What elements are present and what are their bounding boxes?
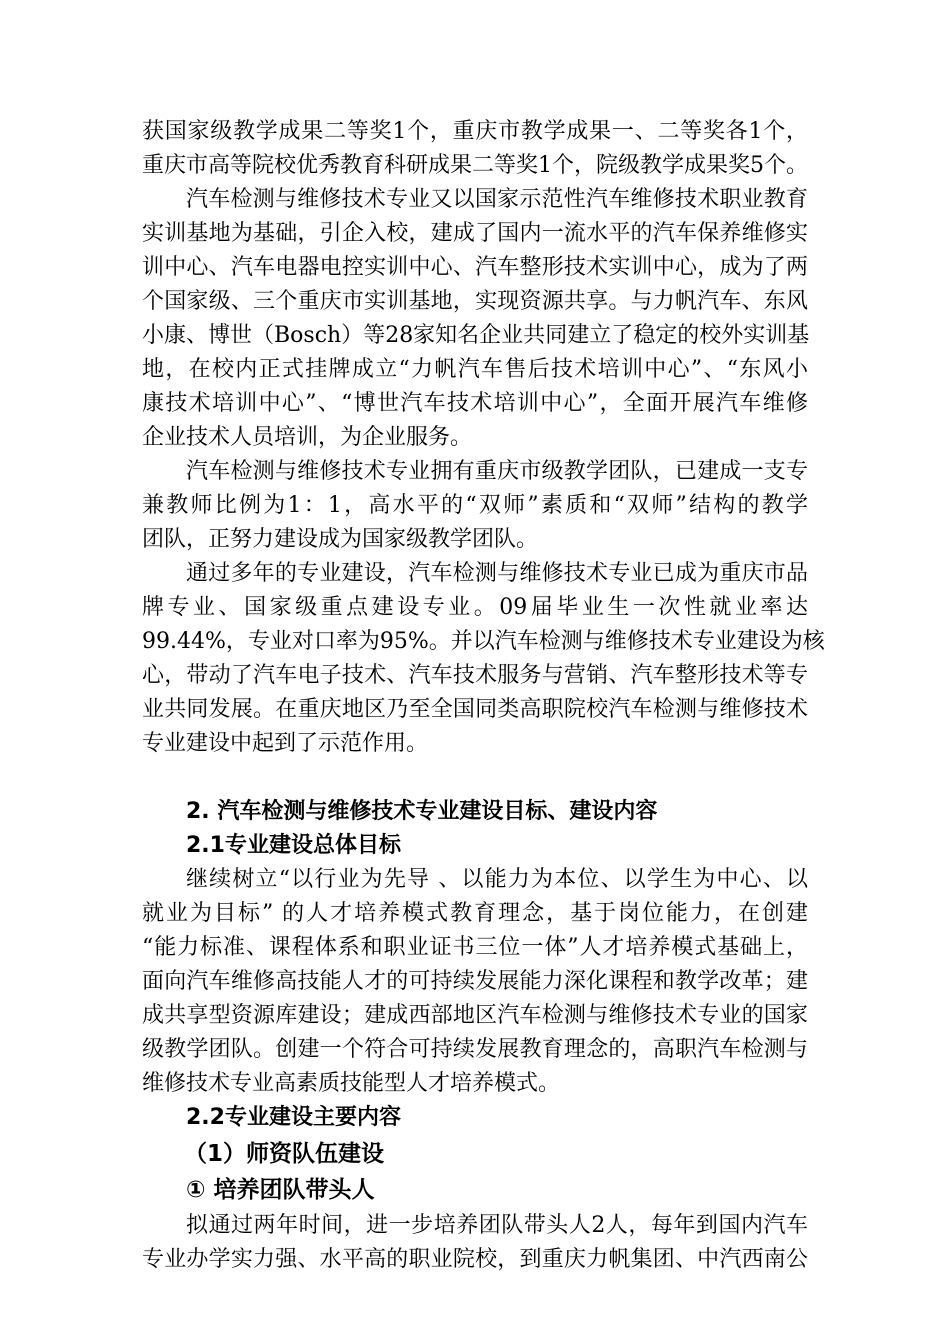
- section-2-heading: 2. 汽车检测与维修技术专业建设目标、建设内容: [186, 799, 658, 824]
- paragraph-3-line-1: 汽车检测与维修技术专业拥有重庆市级教学团队，已建成一支专: [186, 459, 808, 484]
- subsection-2-1-line-6: 级教学团队。创建一个符合可持续发展教育理念的，高职汽车检测与: [142, 1037, 808, 1062]
- paragraph-4-line-5: 业共同发展。在重庆地区乃至全国同类高职院校汽车检测与维修技术: [142, 697, 808, 722]
- subsection-2-1-line-3: “能力标准、课程体系和职业证书三位一体”人才培养模式基础上，: [142, 935, 808, 960]
- subitem-1-heading: ① 培养团队带头人: [186, 1177, 375, 1203]
- paragraph-4-line-2: 牌专业、国家级重点建设专业。09届毕业生一次性就业率达: [142, 595, 808, 620]
- paragraph-2-line-5: 小康、博世（Bosch）等28家知名企业共同建立了稳定的校外实训基: [142, 323, 810, 348]
- paragraph-3-line-2: 兼教师比例为1：1，高水平的“双师”素质和“双师”结构的教学: [142, 493, 808, 518]
- subsection-2-2-line-1: 拟通过两年时间，进一步培养团队带头人2人，每年到国内汽车: [186, 1213, 808, 1238]
- paragraph-2-line-7: 康技术培训中心”、“博世汽车技术培训中心”，全面开展汽车维修: [142, 391, 808, 416]
- paragraph-2-line-3: 训中心、汽车电器电控实训中心、汽车整形技术实训中心，成为了两: [142, 255, 808, 280]
- subsection-2-2-heading: 2.2专业建设主要内容: [186, 1105, 401, 1130]
- paragraph-4-line-4: 心，带动了汽车电子技术、汽车技术服务与营销、汽车整形技术等专: [142, 663, 808, 688]
- paragraph-3-line-3: 团队，正努力建设成为国家级教学团队。: [142, 527, 539, 552]
- subsection-2-2-line-2: 专业办学实力强、水平高的职业院校，到重庆力帆集团、中汽西南公: [142, 1247, 808, 1272]
- paragraph-2-line-8: 企业技术人员培训，为企业服务。: [142, 425, 473, 450]
- paragraph-1-line-2: 重庆市高等院校优秀教育科研成果二等奖1个，院级教学成果奖5个。: [142, 153, 808, 178]
- subsection-2-1-heading: 2.1专业建设总体目标: [186, 833, 401, 858]
- item-1-heading: （1）师资队伍建设: [184, 1141, 385, 1167]
- paragraph-2-line-2: 实训基地为基础，引企入校，建成了国内一流水平的汽车保养维修实: [142, 221, 808, 246]
- paragraph-2-line-6: 地，在校内正式挂牌成立“力帆汽车售后技术培训中心”、“东风小: [142, 357, 808, 382]
- paragraph-2-line-1: 汽车检测与维修技术专业又以国家示范性汽车维修技术职业教育: [186, 187, 808, 212]
- subsection-2-1-line-4: 面向汽车维修高技能人才的可持续发展能力深化课程和教学改革；建: [142, 969, 808, 994]
- paragraph-1-line-1: 获国家级教学成果二等奖1个，重庆市教学成果一、二等奖各1个，: [142, 119, 808, 144]
- subsection-2-1-line-5: 成共享型资源库建设；建成西部地区汽车检测与维修技术专业的国家: [142, 1003, 808, 1028]
- paragraph-4-line-1: 通过多年的专业建设，汽车检测与维修技术专业已成为重庆市品: [186, 561, 808, 586]
- paragraph-2-line-4: 个国家级、三个重庆市实训基地，实现资源共享。与力帆汽车、东风: [142, 289, 808, 314]
- subsection-2-1-line-1: 继续树立“以行业为先导 、以能力为本位、以学生为中心、以: [186, 867, 808, 892]
- paragraph-4-line-6: 专业建设中起到了示范作用。: [142, 731, 429, 756]
- subsection-2-1-line-7: 维修技术专业高素质技能型人才培养模式。: [142, 1071, 561, 1096]
- subsection-2-1-line-2: 就业为目标” 的人才培养模式教育理念，基于岗位能力，在创建: [142, 901, 808, 926]
- paragraph-4-line-3: 99.44%，专业对口率为95%。并以汽车检测与维修技术专业建设为核: [142, 629, 825, 654]
